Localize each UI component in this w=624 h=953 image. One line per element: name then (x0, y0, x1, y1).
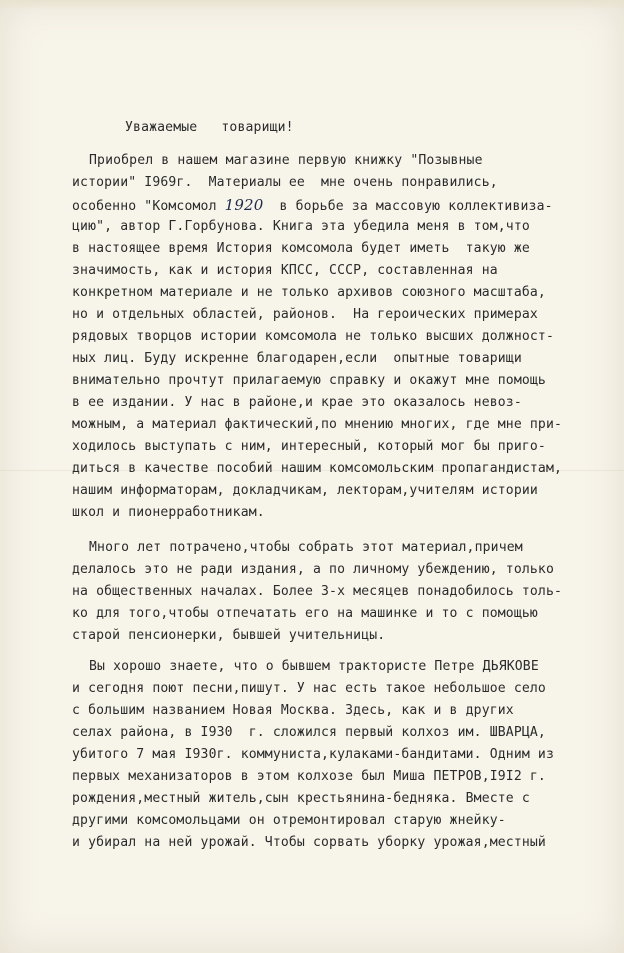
letter-line: рядовых творцов истории комсомола не только высших должност- (72, 329, 554, 344)
letter-line: конкретном материале и не только архивов союзного масштаба, (72, 285, 546, 300)
letter-line: нашим информаторам, докладчикам, лекторам,учителям истории (72, 483, 538, 498)
letter-line: школ и пионерработникам. (72, 505, 265, 520)
letter-line: внимательно прочтут прилагаемую справку и окажут мне помощь (72, 373, 546, 388)
letter-line: Вы хорошо знаете, что о бывшем трактористе Петре ДЬЯКОВЕ (89, 659, 539, 674)
letter-line: истории" I969г. Материалы ее мне очень понравились, (72, 175, 498, 190)
letter-line: значимость, как и история КПСС, СССР, составленная на (72, 263, 498, 278)
letter-line: в настоящее время История комсомола будет иметь такую же (72, 241, 530, 256)
letter-line: рождения,местный житель,сын крестьянина-бедняка. Вместе с (72, 791, 530, 806)
letter-line: но и отдельных областей, районов. На героических примерах (72, 307, 538, 322)
letter-line: первых механизаторов в этом колхозе был Миша ПЕТРОВ,I9I2 г. (72, 769, 546, 784)
letter-line: убитого 7 мая I930г. коммуниста,кулаками-бандитами. Одним из (72, 747, 554, 762)
letter-line: в ее издании. У нас в районе,и крае это оказалось невоз- (72, 395, 522, 410)
letter-line: можным, а материал фактический,по мнению многих, где мне при- (72, 417, 563, 432)
letter-greeting: Уважаемые товарищи! (125, 120, 294, 135)
letter-line: делалось это не ради издания, а по личному убеждению, только (72, 562, 554, 577)
letter-line: старой пенсионерки, бывшей учительницы. (72, 628, 386, 643)
letter-line: ко для того,чтобы отпечатать его на машинке и то с помощью (72, 606, 538, 621)
letter-line-with-handwriting (72, 194, 553, 216)
letter-line: и сегодня поют песни,пишут. У нас есть такое небольшое село (72, 681, 546, 696)
letter-line: ходилось выступать с ним, интересный, который мог бы приго- (72, 439, 546, 454)
letter-line: Много лет потрачено,чтобы собрать этот материал,причем (89, 540, 523, 555)
letter-line: диться в качестве пособий нашим комсомольским пропагандистам, (72, 461, 563, 476)
letter-line-end: в борьбе за массовую коллективиза- (263, 199, 553, 214)
handwritten-year: 1920 (224, 196, 264, 214)
letter-line: цию", автор Г.Горбунова. Книга эта убедила меня в том,что (72, 219, 530, 234)
letter-line: на общественных началах. Более 3-х месяцев понадобилось толь- (72, 584, 563, 599)
letter-line-start: особенно "Комсомол (72, 199, 217, 214)
letter-line: с большим названием Новая Москва. Здесь, как и в других (72, 703, 514, 718)
letter-line: другими комсомольцами он отремонтировал старую жнейку- (72, 813, 506, 828)
letter-line: и убирал на ней урожай. Чтобы сорвать уборку урожая,местный (72, 835, 546, 850)
letter-line: Приобрел в нашем магазине первую книжку "Позывные (89, 153, 483, 168)
letter-line: селах района, в I930 г. сложился первый колхоз им. ШВАРЦА, (72, 725, 546, 740)
letter-line: ных лиц. Буду искренне благодарен,если опытные товарищи (72, 351, 522, 366)
typed-letter (72, 0, 602, 850)
